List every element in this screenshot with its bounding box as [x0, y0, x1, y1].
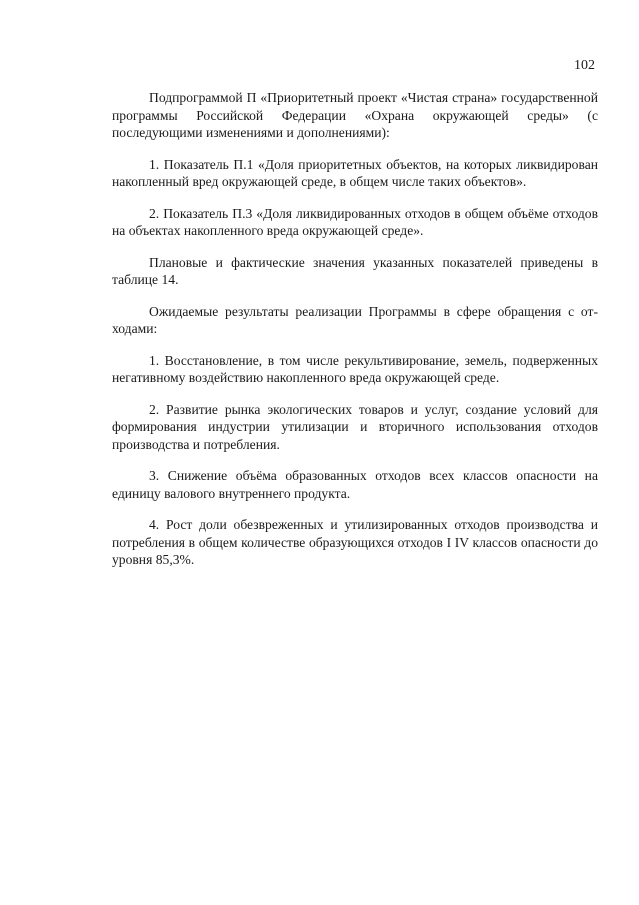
- paragraph-result-3: 3. Снижение объёма образованных отходов всех классов опасности на единицу валового внутреннего продукта.: [112, 468, 598, 501]
- paragraph-indicator-p3: 2. Показатель П.3 «Доля ликвидированных отходов в общем объёме отходов на объектах накопленного вреда окружающей среде».: [112, 205, 598, 238]
- paragraph-subprogram-intro: Подпрограммой П «Приоритетный проект «Чистая страна» государственной программы Российской Федерации «Охрана окружающей среды» (с последующими изменениями и дополнениями):: [112, 90, 598, 140]
- paragraph-result-1: 1. Восстановление, в том числе рекультивирование, земель, подверженных негативному воздействию накопленного вреда окружающей среде.: [112, 352, 598, 385]
- paragraph-expected-results: Ожидаемые результаты реализации Программы в сфере обращения с отходами:: [112, 303, 598, 336]
- paragraph-table-reference: Плановые и фактические значения указанных показателей приведены в таблице 14.: [112, 254, 598, 287]
- paragraph-result-4: 4. Рост доли обезвреженных и утилизированных отходов производства и потребления в общем количестве образующихся отходов I IV классов опасности до уровня 85,3%.: [112, 517, 598, 567]
- paragraph-result-2: 2. Развитие рынка экологических товаров и услуг, создание условий для формирования индустрии утилизации и вторичного использования отходов производства и потребления.: [112, 401, 598, 452]
- document-body: [112, 89, 598, 583]
- page-number: 102: [574, 58, 595, 73]
- paragraph-indicator-p1: 1. Показатель П.1 «Доля приоритетных объектов, на которых ликвидирован накопленный вред окружающей среде, в общем числе таких объектов».: [112, 156, 598, 189]
